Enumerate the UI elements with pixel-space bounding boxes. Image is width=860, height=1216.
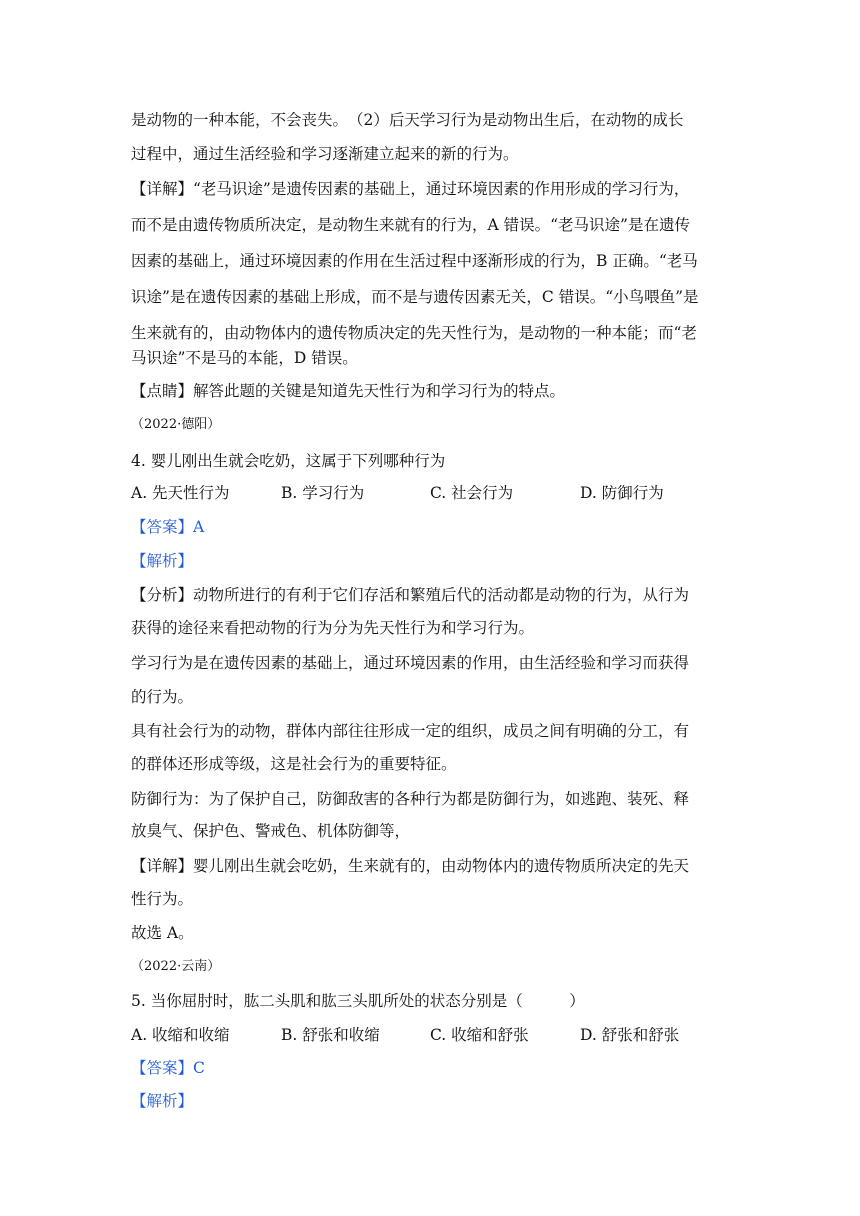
question-stem: 4. 婴儿刚出生就会吃奶，这属于下列哪种行为 [131,452,446,470]
analysis-label: 【解析】 [131,552,194,570]
text-line: 马识途”不是马的本能，D 错误。 [131,349,358,367]
text-line: 获得的途径来看把动物的行为分为先天性行为和学习行为。 [131,619,535,637]
text-line: 学习行为是在遗传因素的基础上，通过环境因素的作用，由生活经验和学习而获得 [131,654,690,672]
text-line: 【点睛】解答此题的关键是知道先天性行为和学习行为的特点。 [131,382,566,400]
text-line: 的行为。 [131,688,194,706]
text-line: 而不是由遗传物质所决定，是动物生来就有的行为，A 错误。“老马识途”是在遗传 [131,216,690,234]
text-line: 放臭气、保护色、警戒色、机体防御等， [131,822,411,840]
question-source: （2022·云南） [131,959,221,974]
option-a: A. 先天性行为 [131,484,230,502]
text-line: 故选 A。 [131,924,194,942]
text-line: 识途”是在遗传因素的基础上形成，而不是与遗传因素无关，C 错误。“小鸟喂鱼”是 [131,288,699,306]
option-b: B. 学习行为 [281,484,365,502]
option-a: A. 收缩和收缩 [131,1026,230,1044]
analysis-label: 【解析】 [131,1092,194,1110]
text-line: 因素的基础上，通过环境因素的作用在生活过程中逐渐形成的行为，B 正确。“老马 [131,252,698,270]
answer-label: 【答案】A [131,518,205,536]
text-line: 【详解】“老马识途”是遗传因素的基础上，通过环境因素的作用形成的学习行为， [131,180,690,198]
text-line: 的群体还形成等级，这是社会行为的重要特征。 [131,755,457,773]
question-source: （2022·德阳） [131,417,221,432]
text-line: 具有社会行为的动物，群体内部往往形成一定的组织，成员之间有明确的分工，有 [131,722,690,740]
text-line: 生来就有的，由动物体内的遗传物质决定的先天性行为，是动物的一种本能；而“老 [131,324,697,342]
text-line: 防御行为：为了保护自己，防御敌害的各种行为都是防御行为，如逃跑、装死、释 [131,790,690,808]
text-line: 性行为。 [131,890,194,908]
option-b: B. 舒张和收缩 [281,1026,380,1044]
option-d: D. 舒张和舒张 [580,1026,680,1044]
option-c: C. 收缩和舒张 [430,1026,529,1044]
text-line: 【详解】婴儿刚出生就会吃奶，生来就有的，由动物体内的遗传物质所决定的先天 [131,857,690,875]
text-line: 【分析】动物所进行的有利于它们存活和繁殖后代的活动都是动物的行为，从行为 [131,586,690,604]
question-stem: 5. 当你屈肘时，肱二头肌和肱三头肌所处的状态分别是（ ） [131,992,585,1010]
option-c: C. 社会行为 [430,484,514,502]
option-d: D. 防御行为 [580,484,664,502]
text-line: 是动物的一种本能，不会丧失。 （2）后天学习行为是动物出生后，在动物的成长 [131,111,684,129]
answer-label: 【答案】C [131,1059,205,1077]
text-line: 过程中，通过生活经验和学习逐渐建立起来的新的行为。 [131,145,519,163]
